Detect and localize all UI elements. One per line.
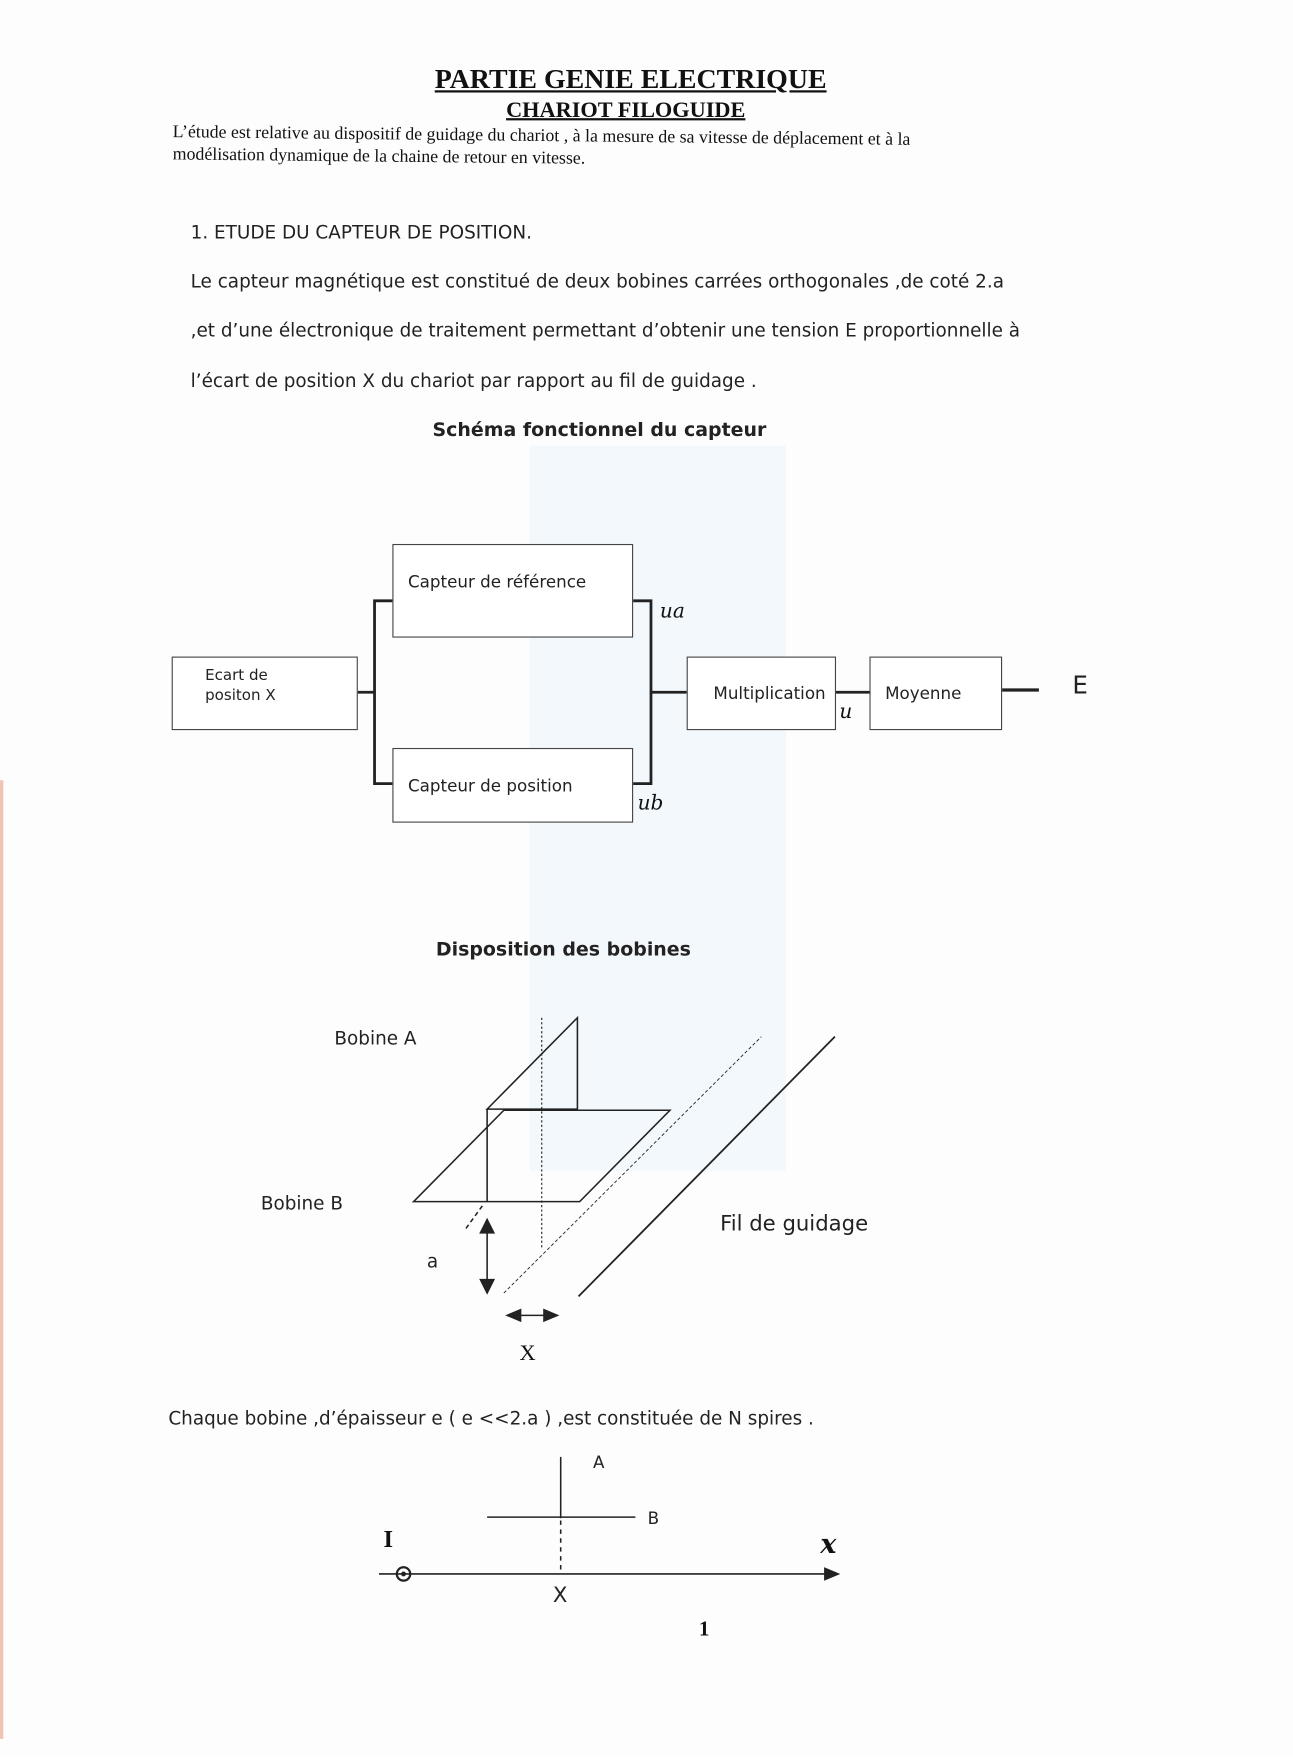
wire-join (632, 601, 651, 784)
axis-position-x: X (552, 1582, 568, 1608)
current-label-i: I (383, 1524, 394, 1553)
paragraph-line-1: Le capteur magnétique est constitué de deux bobines carrées orthogonales ,de coté 2.a (190, 270, 1004, 293)
reference-sensor-label: Capteur de référence (407, 571, 587, 592)
page-subtitle: CHARIOT FILOGUIDE (506, 98, 746, 123)
input-label-2: positon X (205, 686, 276, 705)
coil-b-label: Bobine B (260, 1192, 343, 1214)
intro-line-1: L’étude est relative au dispositif de guidage du chariot , à la mesure de sa vitesse de déplacement et à la (172, 122, 911, 150)
average-label: Moyenne (885, 683, 962, 704)
axis-label-x: x (820, 1527, 837, 1560)
page-number: 1 (698, 1617, 710, 1641)
guide-projection (504, 1037, 761, 1293)
signal-ub-label: ub (637, 791, 664, 815)
input-block (172, 657, 358, 731)
block-diagram-caption: Schéma fonctionnel du capteur (432, 419, 767, 442)
multiplication-block (687, 657, 836, 731)
page-title: PARTIE GENIE ELECTRIQUE (434, 64, 827, 95)
axis-drawing (379, 1457, 838, 1581)
multiplication-label: Multiplication (713, 683, 826, 704)
dimension-a-label: a (426, 1250, 439, 1272)
coil-description: Chaque bobine ,d’épaisseur e ( e <<2.a ) ,est constituée de N spires . (168, 1407, 814, 1430)
coil-a (487, 1018, 577, 1109)
output-e-label: E (1072, 672, 1088, 701)
intro-line-2: modélisation dynamique de la chaine de retour en vitesse. (172, 144, 586, 169)
axis-label-b: B (647, 1508, 660, 1529)
coil-drawing (414, 1018, 835, 1321)
signal-u-label: u (839, 700, 853, 724)
axis-label-a: A (593, 1452, 605, 1473)
position-sensor-label: Capteur de position (407, 775, 573, 796)
average-block (869, 657, 1002, 731)
reference-sensor-block (392, 544, 633, 638)
signal-ua-label: ua (659, 599, 685, 624)
dimension-x-label: X (519, 1340, 536, 1366)
paragraph-line-2: ,et d’une électronique de traitement permettant d’obtenir une tension E proportionnelle à (190, 319, 1021, 342)
guide-wire-label: Fil de guidage (720, 1211, 869, 1237)
coil-diagram-caption: Disposition des bobines (435, 938, 691, 961)
section-heading: 1. ETUDE DU CAPTEUR DE POSITION. (190, 221, 532, 244)
guide-wire (579, 1037, 835, 1297)
paragraph-line-3: l’écart de position X du chariot par rapport au fil de guidage . (190, 370, 757, 392)
input-label-1: Ecart de (205, 666, 268, 685)
coil-a-label: Bobine A (334, 1027, 417, 1049)
wire-split (375, 601, 394, 784)
position-sensor-block (392, 748, 633, 823)
